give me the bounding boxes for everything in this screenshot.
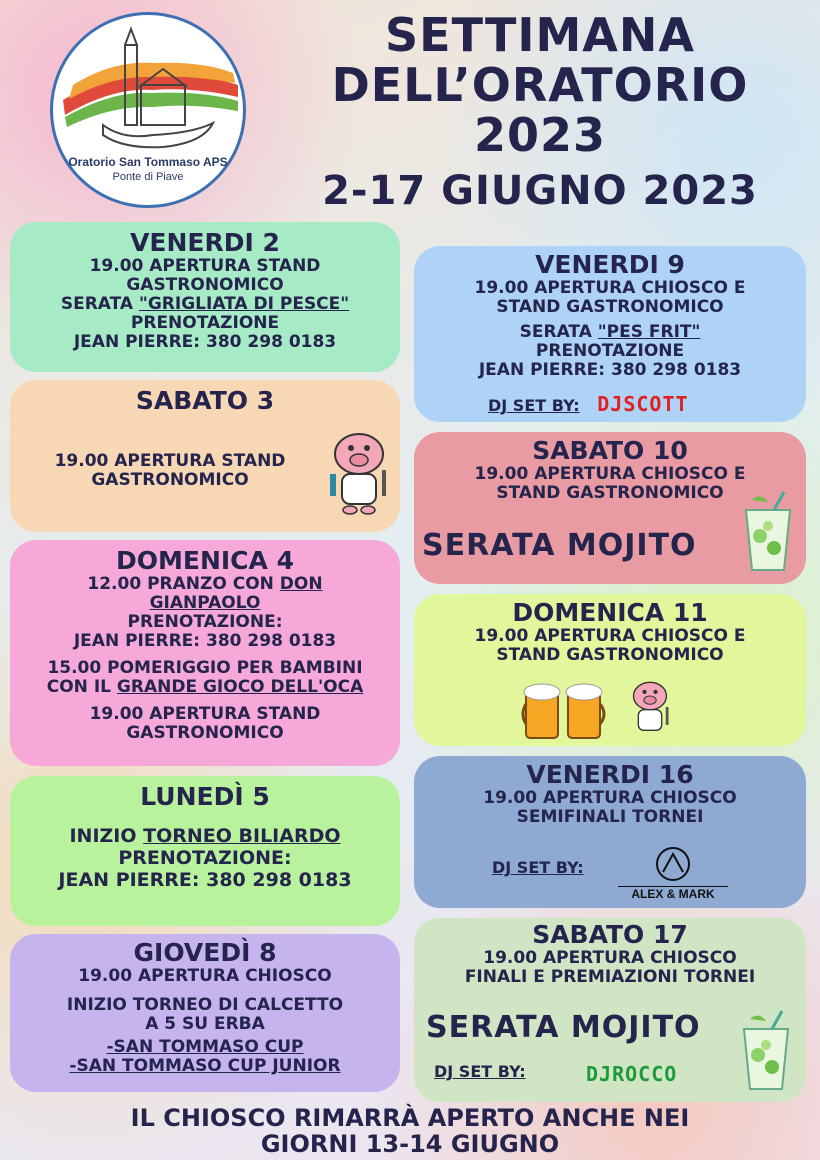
card-line: 19.00 APERTURA CHIOSCO <box>483 788 737 808</box>
card-text: SERATA <box>519 322 598 342</box>
card-text: 12.00 PRANZO CON <box>87 574 280 594</box>
dj-label: DJ SET BY: <box>434 1062 526 1081</box>
card-line: PRENOTAZIONE: <box>118 847 292 869</box>
card-line: PRENOTAZIONE: <box>127 612 283 632</box>
card-line <box>10 295 400 314</box>
tournament-name: TORNEO BILIARDO <box>143 825 341 847</box>
day-title: DOMENICA 4 <box>116 546 294 575</box>
phone-line: JEAN PIERRE: 380 298 0183 <box>478 360 742 380</box>
card-sabato-10 <box>414 432 806 584</box>
day-title: GIOVEDÌ 8 <box>133 938 277 967</box>
mojito-glass-icon <box>738 490 798 574</box>
card-line: 19.00 APERTURA CHIOSCO E <box>474 278 746 298</box>
card-giovedi-8 <box>10 934 400 1092</box>
card-domenica-4 <box>10 540 400 766</box>
dj-name: DJROCCO <box>586 1062 678 1086</box>
day-title: VENERDI 16 <box>526 760 694 789</box>
title-line-2: DELL’ORATORIO <box>331 58 749 112</box>
day-title: SABATO 3 <box>135 386 275 415</box>
card-line: A 5 SU ERBA <box>145 1014 265 1034</box>
pig-chef-icon <box>626 670 674 744</box>
day-title: LUNEDÌ 5 <box>140 782 270 811</box>
cup-name: -SAN TOMMASO CUP <box>106 1037 304 1057</box>
event-dates: 2-17 GIUGNO 2023 <box>322 168 758 214</box>
logo <box>50 12 246 208</box>
card-line <box>10 678 400 697</box>
triangle-logo-icon <box>653 846 693 882</box>
cup-name: -SAN TOMMASO CUP JUNIOR <box>69 1056 341 1076</box>
card-text: INIZIO <box>69 825 144 847</box>
logo-place: Ponte di Piave <box>112 171 184 183</box>
phone-line: JEAN PIERRE: 380 298 0183 <box>73 631 337 651</box>
guest-name: GIANPAOLO <box>149 593 261 613</box>
footer-line-1: IL CHIOSCO RIMARRÀ APERTO ANCHE NEI <box>130 1104 690 1132</box>
card-body <box>20 452 320 490</box>
card-venerdi-16 <box>414 756 806 908</box>
card-line: STAND GASTRONOMICO <box>496 297 724 317</box>
event-name: "PES FRIT" <box>597 322 701 342</box>
dj-row <box>488 392 689 416</box>
card-line: 19.00 APERTURA CHIOSCO <box>483 948 737 968</box>
card-text: SERATA <box>60 294 139 314</box>
beer-mugs-icon <box>520 678 610 744</box>
dj-name: DJSCOTT <box>597 392 689 416</box>
alex-mark-logo <box>618 846 728 904</box>
serata-title: SERATA MOJITO <box>426 1010 701 1045</box>
phone-line: JEAN PIERRE: 380 298 0183 <box>73 332 337 352</box>
game-name: GRANDE GIOCO DELL'OCA <box>116 677 364 697</box>
card-line: STAND GASTRONOMICO <box>496 645 724 665</box>
day-title: SABATO 17 <box>532 920 688 949</box>
card-line: SEMIFINALI TORNEI <box>516 807 704 827</box>
card-lunedi-5 <box>10 776 400 926</box>
serata-title: SERATA MOJITO <box>422 528 697 563</box>
day-title: SABATO 10 <box>532 436 688 465</box>
card-venerdi-9 <box>414 246 806 422</box>
card-venerdi-2 <box>10 222 400 372</box>
card-domenica-11 <box>414 594 806 746</box>
title-year: 2023 <box>473 108 607 162</box>
card-line: INIZIO TORNEO DI CALCETTO <box>66 995 344 1015</box>
card-line <box>10 575 400 594</box>
card-line: GASTRONOMICO <box>126 723 284 743</box>
guest-name: DON <box>279 574 323 594</box>
mojito-glass-icon <box>736 1006 796 1096</box>
card-line: 19.00 APERTURA CHIOSCO E <box>474 626 746 646</box>
card-line: STAND GASTRONOMICO <box>496 483 724 503</box>
dj-label: DJ SET BY: <box>488 396 580 415</box>
logo-name: Oratorio San Tommaso APS <box>68 155 228 169</box>
phone-line: JEAN PIERRE: 380 298 0183 <box>58 869 352 891</box>
card-line: 19.00 APERTURA STAND <box>54 451 286 471</box>
event-name: "GRIGLIATA DI PESCE" <box>138 294 350 314</box>
dj-label: DJ SET BY: <box>492 858 584 877</box>
card-line: GASTRONOMICO <box>126 275 284 295</box>
pig-chef-icon <box>324 424 394 516</box>
day-title: DOMENICA 11 <box>512 598 708 627</box>
card-line: PRENOTAZIONE <box>130 313 280 333</box>
footer-line-2: GIORNI 13-14 GIUGNO <box>260 1130 560 1158</box>
card-text: CON IL <box>46 677 117 697</box>
card-line: PRENOTAZIONE <box>535 341 685 361</box>
card-sabato-17 <box>414 918 806 1102</box>
card-line: 19.00 APERTURA STAND <box>89 256 321 276</box>
card-line <box>10 825 400 847</box>
card-sabato-3 <box>10 380 400 532</box>
card-line: 19.00 APERTURA CHIOSCO <box>78 966 332 986</box>
card-line: 19.00 APERTURA CHIOSCO E <box>474 464 746 484</box>
card-line: GASTRONOMICO <box>91 470 249 490</box>
title-line-1: SETTIMANA <box>385 8 695 62</box>
card-line: 15.00 POMERIGGIO PER BAMBINI <box>47 658 363 678</box>
card-line: FINALI E PREMIAZIONI TORNEI <box>464 967 756 987</box>
card-line: 19.00 APERTURA STAND <box>89 704 321 724</box>
day-title: VENERDI 2 <box>130 228 280 257</box>
dj-name: ALEX & MARK <box>618 886 728 901</box>
day-title: VENERDI 9 <box>535 250 685 279</box>
card-line <box>414 323 806 342</box>
